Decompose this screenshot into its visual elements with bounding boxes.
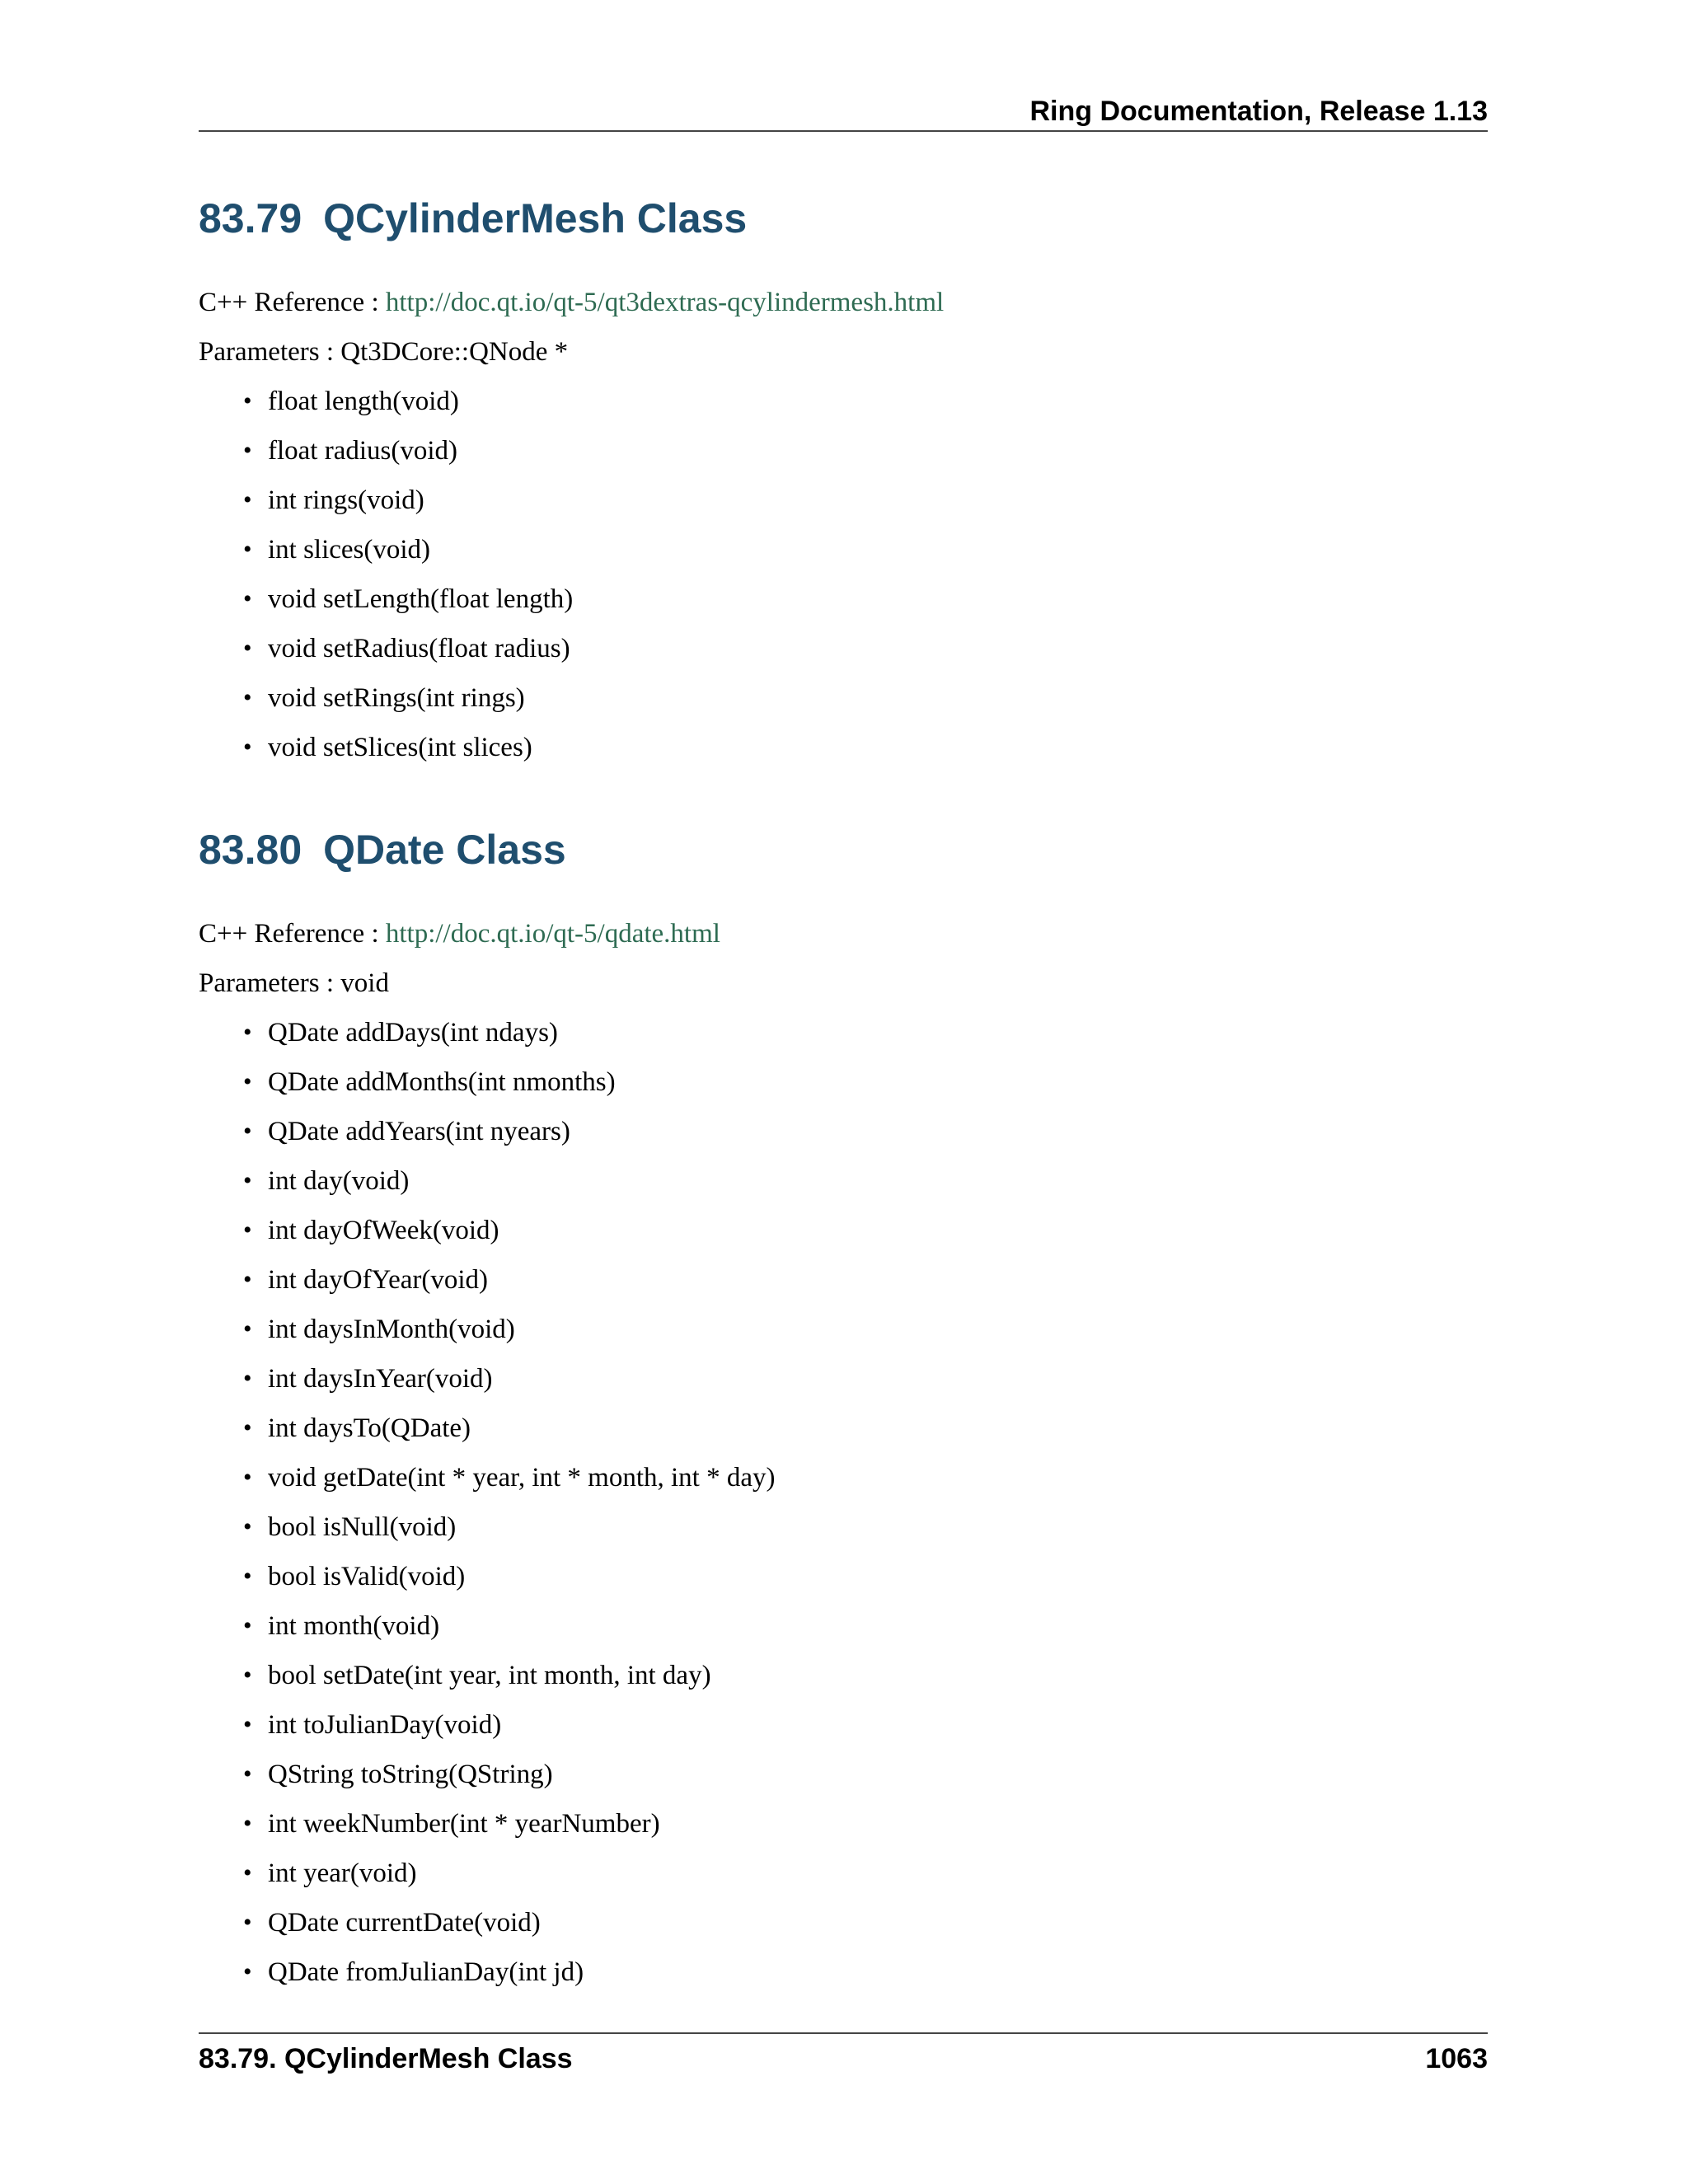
section-number: 83.80 xyxy=(199,827,302,873)
section-heading xyxy=(199,823,1488,876)
method-item xyxy=(243,1156,1488,1206)
method-item xyxy=(243,1700,1488,1750)
method-item xyxy=(243,1898,1488,1947)
method-signature: int month(void) xyxy=(268,1611,440,1641)
bullet-icon: • xyxy=(243,1612,252,1639)
bullet-icon: • xyxy=(243,1019,252,1046)
parameters-label: Parameters : xyxy=(199,968,335,998)
bullet-icon: • xyxy=(243,387,252,415)
bullet-icon: • xyxy=(243,1365,252,1392)
method-signature: int daysTo(QDate) xyxy=(268,1413,471,1443)
bullet-icon: • xyxy=(243,1760,252,1788)
page-number: 1063 xyxy=(1425,2043,1488,2074)
method-item xyxy=(243,1057,1488,1107)
method-signature: QString toString(QString) xyxy=(268,1760,553,1789)
method-item xyxy=(243,723,1488,772)
method-signature: int daysInMonth(void) xyxy=(268,1315,515,1344)
method-signature: void setRings(int rings) xyxy=(268,683,525,713)
reference-link[interactable]: http://doc.qt.io/qt-5/qt3dextras-qcylindermesh.html xyxy=(385,288,945,317)
method-item xyxy=(243,1453,1488,1502)
method-signature: int dayOfWeek(void) xyxy=(268,1216,499,1245)
bullet-icon: • xyxy=(243,486,252,513)
method-item xyxy=(243,1107,1488,1156)
method-signature: QDate addMonths(int nmonths) xyxy=(268,1067,616,1097)
bullet-icon: • xyxy=(243,1810,252,1837)
bullet-icon: • xyxy=(243,1414,252,1441)
bullet-icon: • xyxy=(243,684,252,711)
reference-label: C++ Reference : xyxy=(199,919,379,949)
section-title: QDate Class xyxy=(323,827,566,873)
reference-line xyxy=(199,909,1488,958)
method-signature: int day(void) xyxy=(268,1166,410,1196)
method-signature: int rings(void) xyxy=(268,485,424,515)
section-title: QCylinderMesh Class xyxy=(323,195,748,241)
bullet-icon: • xyxy=(243,1464,252,1491)
method-signature: void getDate(int * year, int * month, int * day) xyxy=(268,1463,776,1493)
bullet-icon: • xyxy=(243,1068,252,1095)
reference-label: C++ Reference : xyxy=(199,288,379,317)
bullet-icon: • xyxy=(243,635,252,662)
method-signature: QDate currentDate(void) xyxy=(268,1908,541,1938)
running-footer xyxy=(199,2032,1488,2083)
method-item xyxy=(243,1849,1488,1898)
method-signature: int daysInYear(void) xyxy=(268,1364,493,1394)
method-item xyxy=(243,476,1488,525)
method-signature: float length(void) xyxy=(268,387,459,416)
method-item xyxy=(243,1255,1488,1305)
method-signature: int slices(void) xyxy=(268,535,431,565)
method-signature: int dayOfYear(void) xyxy=(268,1265,489,1295)
reference-line xyxy=(199,278,1488,327)
method-signature: void setSlices(int slices) xyxy=(268,733,532,762)
bullet-icon: • xyxy=(243,1118,252,1145)
parameters-label: Parameters : xyxy=(199,337,335,367)
method-signature: QDate addDays(int ndays) xyxy=(268,1018,558,1047)
bullet-icon: • xyxy=(243,1661,252,1689)
method-signature: float radius(void) xyxy=(268,436,458,466)
method-item xyxy=(243,574,1488,624)
method-signature: QDate addYears(int nyears) xyxy=(268,1117,570,1146)
bullet-icon: • xyxy=(243,733,252,761)
method-item xyxy=(243,1601,1488,1651)
section-number: 83.79 xyxy=(199,195,302,241)
method-signature: QDate fromJulianDay(int jd) xyxy=(268,1957,584,1987)
header-title: Ring Documentation, Release 1.13 xyxy=(1029,96,1488,127)
bullet-icon: • xyxy=(243,1167,252,1194)
method-item xyxy=(243,1206,1488,1255)
method-item xyxy=(243,624,1488,673)
method-item xyxy=(243,377,1488,426)
reference-link[interactable]: http://doc.qt.io/qt-5/qdate.html xyxy=(385,919,720,949)
bullet-icon: • xyxy=(243,1909,252,1936)
footer-section: 83.79. QCylinderMesh Class xyxy=(199,2043,573,2074)
bullet-icon: • xyxy=(243,1563,252,1590)
section-qcylindermesh xyxy=(199,192,1488,772)
method-signature: bool isNull(void) xyxy=(268,1512,457,1542)
method-list xyxy=(199,377,1488,772)
section-qdate xyxy=(199,823,1488,1997)
method-item xyxy=(243,1552,1488,1601)
parameters-line xyxy=(199,327,1488,377)
method-signature: void setLength(float length) xyxy=(268,584,574,614)
bullet-icon: • xyxy=(243,437,252,464)
method-item xyxy=(243,525,1488,574)
method-signature: int toJulianDay(void) xyxy=(268,1710,502,1740)
method-item xyxy=(243,1750,1488,1799)
method-signature: void setRadius(float radius) xyxy=(268,634,570,663)
bullet-icon: • xyxy=(243,1266,252,1293)
method-item xyxy=(243,1799,1488,1849)
method-signature: int year(void) xyxy=(268,1858,417,1888)
method-list xyxy=(199,1008,1488,1997)
parameters-line xyxy=(199,958,1488,1008)
method-item xyxy=(243,1651,1488,1700)
bullet-icon: • xyxy=(243,536,252,563)
method-signature: int weekNumber(int * yearNumber) xyxy=(268,1809,660,1839)
method-item xyxy=(243,673,1488,723)
bullet-icon: • xyxy=(243,1859,252,1886)
bullet-icon: • xyxy=(243,1315,252,1343)
bullet-icon: • xyxy=(243,1711,252,1738)
bullet-icon: • xyxy=(243,1513,252,1540)
method-signature: bool isValid(void) xyxy=(268,1562,466,1591)
parameters-value: void xyxy=(340,968,389,998)
method-signature: bool setDate(int year, int month, int day) xyxy=(268,1661,711,1690)
method-item xyxy=(243,426,1488,476)
method-item xyxy=(243,1947,1488,1997)
section-heading xyxy=(199,192,1488,245)
method-item xyxy=(243,1008,1488,1057)
bullet-icon: • xyxy=(243,1216,252,1244)
method-item xyxy=(243,1305,1488,1354)
method-item xyxy=(243,1502,1488,1552)
method-item xyxy=(243,1404,1488,1453)
method-item xyxy=(243,1354,1488,1404)
parameters-value: Qt3DCore::QNode * xyxy=(340,337,569,367)
bullet-icon: • xyxy=(243,585,252,612)
bullet-icon: • xyxy=(243,1958,252,1985)
running-header xyxy=(199,92,1488,132)
